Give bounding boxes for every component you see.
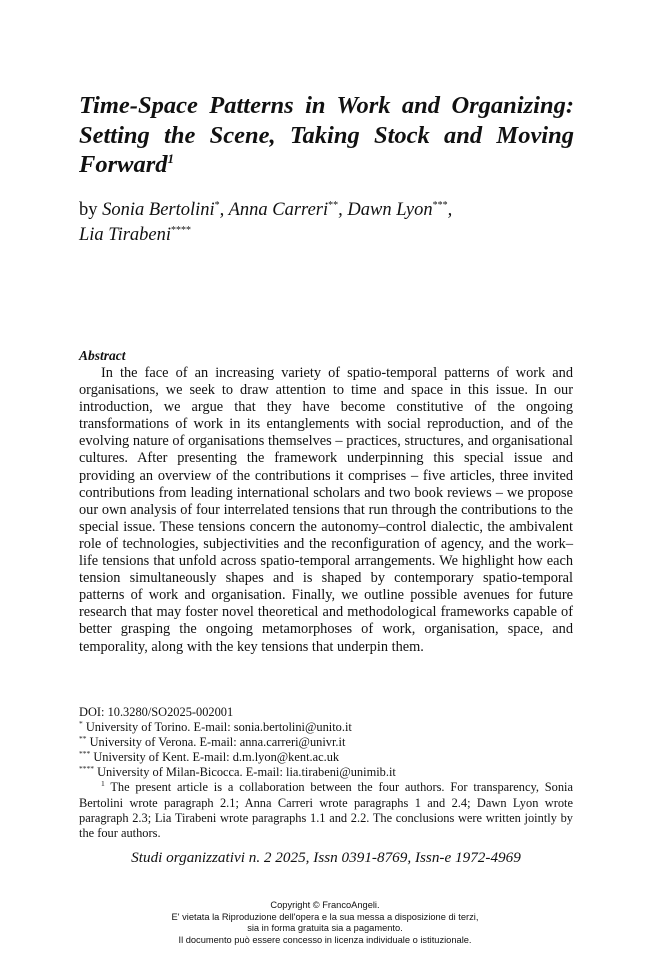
affiliation-text: University of Torino. E-mail: sonia.bertolini@unito.it bbox=[82, 720, 352, 735]
author-mark: *** bbox=[432, 199, 448, 211]
copyright-notice bbox=[0, 900, 650, 946]
affiliation-mark: *** bbox=[79, 749, 91, 759]
author-mark: **** bbox=[171, 224, 192, 236]
authorship-footnote bbox=[79, 780, 573, 840]
footnote-mark: 1 bbox=[101, 779, 105, 789]
affiliation-line bbox=[79, 720, 573, 735]
author-mark: * bbox=[214, 199, 220, 211]
author-separator: , bbox=[447, 200, 453, 220]
affiliation-line bbox=[79, 765, 573, 780]
author-separator: , bbox=[219, 200, 229, 220]
doi-line: DOI: 10.3280/SO2025-002001 bbox=[79, 705, 234, 719]
abstract-heading: Abstract bbox=[79, 348, 126, 363]
copyright-line: Il documento può essere concesso in licenza individuale o istituzionale. bbox=[178, 934, 472, 945]
footnotes-section bbox=[79, 705, 573, 841]
title-text: Time-Space Patterns in Work and Organizing: Setting the Scene, Taking Stock and Moving Forward bbox=[79, 92, 574, 178]
author-byline bbox=[79, 198, 574, 248]
abstract-body: In the face of an increasing variety of spatio-temporal patterns of work and organisations, we seek to draw attention to time and space in this issue. In our introduction, we argue that they have become constitutive of the ongoing transformations of work in its entanglements with social reproduction, and of the evolving nature of organisations themselves – practices, structures, and organisational cultures. After presenting the framework underpinning this special issue and providing an overview of the contributions it comprises – five articles, three invited contributions from leading international scholars and two book reviews – we propose our own analysis of four interrelated tensions that run through the contributions to the special issue. These tensions concern the autonomy–control dialectic, the ambivalent role of technologies, subjectivities and the reconfiguration of agency, and the work–life tensions that unfold across spatio-temporal arrangements. We highlight how each tension simultaneously shapes and is shaped by contemporary spatio-temporal patterns of work and organisation. Finally, we outline possible avenues for future research that may foster novel theoretical and methodological frameworks capable of better grasping the ongoing metamorphoses of work, organisation, space, and temporality, along with the key tensions that underpin them. bbox=[79, 365, 573, 655]
affiliation-mark: ** bbox=[79, 734, 87, 744]
article-title bbox=[79, 91, 574, 180]
footnote-text: The present article is a collaboration between the four authors. For transparency, Sonia Bertolini wrote paragraph 2.1; Anna Carreri wrote paragraphs 1 and 2.4; Dawn Lyon wrote paragraph 2.3; Lia Tirabeni wrote paragraphs 1.1 and 2.2. The conclusions were written jointly by the four authors. bbox=[79, 780, 573, 840]
author-separator: , bbox=[338, 200, 348, 220]
author-name: Dawn Lyon bbox=[347, 200, 433, 220]
affiliation-text: University of Kent. E-mail: d.m.lyon@kent.ac.uk bbox=[90, 750, 340, 765]
affiliation-mark: **** bbox=[79, 764, 94, 774]
affiliation-line bbox=[79, 750, 573, 765]
title-footnote-mark: 1 bbox=[167, 150, 175, 166]
affiliation-text: University of Milan-Bicocca. E-mail: lia.tirabeni@unimib.it bbox=[94, 765, 396, 780]
author-mark: ** bbox=[328, 199, 339, 211]
copyright-line: E' vietata la Riproduzione dell'opera e la sua messa a disposizione di terzi, bbox=[171, 911, 479, 922]
affiliation-mark: * bbox=[79, 718, 83, 728]
copyright-line: Copyright © FrancoAngeli. bbox=[270, 900, 380, 910]
author-name: Sonia Bertolini bbox=[102, 200, 215, 220]
affiliation-line bbox=[79, 735, 573, 750]
copyright-line: sia in forma gratuita sia a pagamento. bbox=[247, 923, 403, 933]
abstract-section bbox=[79, 347, 573, 656]
author-names bbox=[79, 200, 452, 245]
author-name: Lia Tirabeni bbox=[79, 225, 172, 245]
author-name: Anna Carreri bbox=[228, 200, 329, 220]
journal-citation: Studi organizzativi n. 2 2025, Issn 0391-8769, Issn-e 1972-4969 bbox=[131, 849, 521, 866]
affiliation-text: University of Verona. E-mail: anna.carreri@univr.it bbox=[86, 735, 346, 750]
byline-prefix: by bbox=[79, 200, 98, 220]
